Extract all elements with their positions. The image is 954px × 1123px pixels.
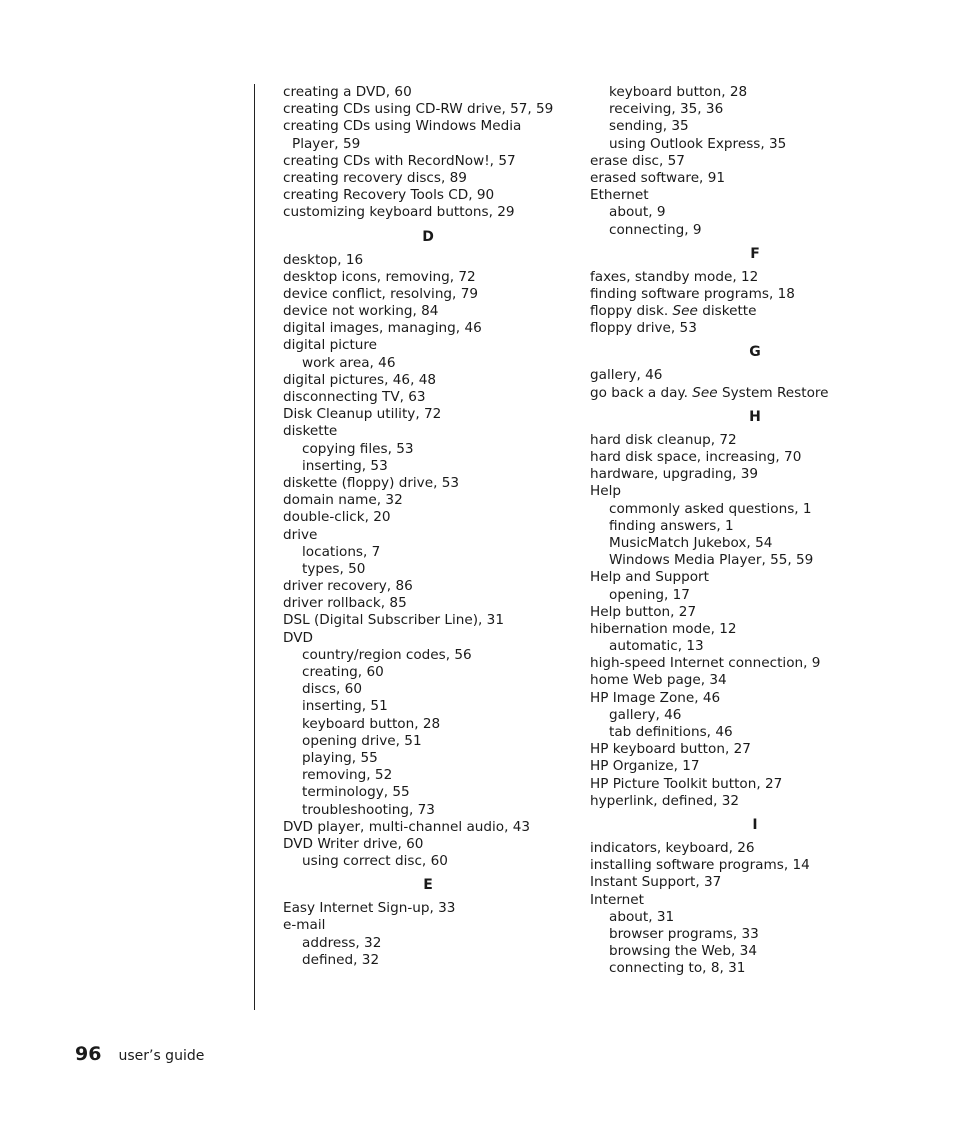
index-entry: Help and Support xyxy=(590,569,709,586)
index-entry: creating recovery discs, 89 xyxy=(283,169,467,186)
index-section-letter: G xyxy=(749,344,761,361)
index-section-letter: E xyxy=(423,877,433,894)
index-entry: digital images, managing, 46 xyxy=(283,320,482,337)
index-entry: Internet xyxy=(590,891,644,908)
index-entry: Easy Internet Sign-up, 33 xyxy=(283,900,456,917)
index-entry: home Web page, 34 xyxy=(590,672,727,689)
index-entry: HP Image Zone, 46 xyxy=(590,689,721,706)
index-subentry: types, 50 xyxy=(302,560,366,577)
index-entry: hard disk space, increasing, 70 xyxy=(590,449,802,465)
index-entry: HP Picture Toolkit button, 27 xyxy=(590,775,783,792)
index-entry: digital pictures, 46, 48 xyxy=(283,371,437,388)
index-subentry: troubleshooting, 73 xyxy=(302,801,435,818)
index-entry: HP Organize, 17 xyxy=(590,758,700,775)
index-entry: diskette xyxy=(283,423,338,440)
index-subentry: locations, 7 xyxy=(302,543,381,560)
index-entry: creating a DVD, 60 xyxy=(283,84,412,100)
index-entry: desktop, 16 xyxy=(283,251,364,268)
footer-title: user’s guide xyxy=(118,1048,205,1064)
page-footer xyxy=(75,1043,204,1069)
index-entry: driver rollback, 85 xyxy=(283,595,407,612)
index-entry: device not working, 84 xyxy=(283,303,439,320)
index-entry: Disk Cleanup utility, 72 xyxy=(283,406,442,423)
index-entry: diskette (floppy) drive, 53 xyxy=(283,474,460,491)
index-subentry: inserting, 51 xyxy=(302,698,388,715)
index-subentry: copying files, 53 xyxy=(302,440,414,457)
index-entry xyxy=(590,303,920,320)
index-subentry: automatic, 13 xyxy=(609,638,704,655)
index-entry: driver recovery, 86 xyxy=(283,578,413,595)
index-subentry: browser programs, 33 xyxy=(609,925,759,942)
index-subentry: receiving, 35, 36 xyxy=(609,101,724,118)
column-divider xyxy=(254,84,255,1010)
index-column-right xyxy=(590,84,920,977)
index-subentry: defined, 32 xyxy=(302,951,380,968)
index-entry: erased software, 91 xyxy=(590,169,725,186)
index-entry: creating Recovery Tools CD, 90 xyxy=(283,187,495,204)
index-subentry: country/region codes, 56 xyxy=(302,646,472,663)
index-subentry: sending, 35 xyxy=(609,118,689,135)
index-entry: gallery, 46 xyxy=(590,367,663,384)
index-subentry: inserting, 53 xyxy=(302,457,388,474)
index-subentry: about, 9 xyxy=(609,204,666,221)
index-entry: domain name, 32 xyxy=(283,492,403,509)
index-entry: Player, 59 xyxy=(292,135,361,152)
index-entry: disconnecting TV, 63 xyxy=(283,389,426,405)
index-subentry: opening drive, 51 xyxy=(302,732,422,749)
index-section-letter: H xyxy=(749,408,761,425)
index-entry: hard disk cleanup, 72 xyxy=(590,431,737,448)
index-entry: double-click, 20 xyxy=(283,509,391,526)
index-entry: HP keyboard button, 27 xyxy=(590,741,751,758)
entry-text: floppy disk. xyxy=(590,303,669,320)
index-subentry: creating, 60 xyxy=(302,664,384,680)
index-entry: desktop icons, removing, 72 xyxy=(283,268,476,285)
index-subentry: connecting to, 8, 31 xyxy=(609,960,746,977)
index-subentry: opening, 17 xyxy=(609,586,690,603)
index-subentry: tab definitions, 46 xyxy=(609,724,733,740)
see-target: System Restore xyxy=(721,384,829,401)
index-section-letter: D xyxy=(422,228,434,245)
index-entry: floppy drive, 53 xyxy=(590,320,697,337)
index-entry: creating CDs using CD-RW drive, 57, 59 xyxy=(283,101,554,118)
see-target: diskette xyxy=(702,303,757,320)
index-subentry: browsing the Web, 34 xyxy=(609,943,757,960)
index-entry: finding software programs, 18 xyxy=(590,285,795,302)
index-entry: Help xyxy=(590,483,621,500)
index-entry: hibernation mode, 12 xyxy=(590,620,737,637)
index-subentry: playing, 55 xyxy=(302,749,378,766)
see-reference: See xyxy=(692,384,718,401)
index-subentry: commonly asked questions, 1 xyxy=(609,500,812,517)
index-subentry: keyboard button, 28 xyxy=(302,715,441,732)
index-subentry: gallery, 46 xyxy=(609,706,682,723)
index-entry: DVD player, multi-channel audio, 43 xyxy=(283,818,531,835)
index-entry: installing software programs, 14 xyxy=(590,857,810,874)
see-reference: See xyxy=(672,303,698,320)
index-subentry: removing, 52 xyxy=(302,767,393,784)
index-subentry: connecting, 9 xyxy=(609,221,702,238)
index-entry: drive xyxy=(283,526,318,543)
index-subentry: using Outlook Express, 35 xyxy=(609,135,787,152)
index-section-letter: I xyxy=(752,816,758,833)
index-column-left xyxy=(283,84,573,969)
index-subentry: keyboard button, 28 xyxy=(609,84,748,100)
index-subentry: terminology, 55 xyxy=(302,784,410,801)
index-entry: DVD xyxy=(283,629,313,646)
index-entry: Help button, 27 xyxy=(590,603,697,620)
page-number: 96 xyxy=(75,1043,102,1065)
index-entry: creating CDs with RecordNow!, 57 xyxy=(283,152,516,169)
index-entry: hardware, upgrading, 39 xyxy=(590,466,759,483)
index-subentry: discs, 60 xyxy=(302,681,362,698)
index-entry: digital picture xyxy=(283,337,378,354)
index-entry: DSL (Digital Subscriber Line), 31 xyxy=(283,612,504,629)
index-entry: Instant Support, 37 xyxy=(590,874,722,891)
index-entry: high-speed Internet connection, 9 xyxy=(590,655,821,672)
index-subentry: using correct disc, 60 xyxy=(302,853,448,870)
index-subentry: Windows Media Player, 55, 59 xyxy=(609,552,814,569)
index-entry: DVD Writer drive, 60 xyxy=(283,835,424,852)
index-subentry: MusicMatch Jukebox, 54 xyxy=(609,534,773,551)
index-subentry: address, 32 xyxy=(302,934,382,951)
index-entry: device conflict, resolving, 79 xyxy=(283,285,478,302)
index-entry: indicators, keyboard, 26 xyxy=(590,839,755,856)
entry-text: go back a day. xyxy=(590,384,688,401)
index-entry: customizing keyboard buttons, 29 xyxy=(283,204,515,221)
index-entry: erase disc, 57 xyxy=(590,152,685,169)
index-entry xyxy=(590,385,920,402)
index-subentry: finding answers, 1 xyxy=(609,517,734,534)
index-entry: Ethernet xyxy=(590,187,649,204)
index-entry: hyperlink, defined, 32 xyxy=(590,792,740,809)
index-subentry: work area, 46 xyxy=(302,354,396,371)
index-subentry: about, 31 xyxy=(609,908,675,925)
index-entry: e-mail xyxy=(283,917,326,934)
index-section-letter: F xyxy=(750,245,760,262)
index-entry: creating CDs using Windows Media xyxy=(283,118,522,135)
index-entry: faxes, standby mode, 12 xyxy=(590,268,759,285)
